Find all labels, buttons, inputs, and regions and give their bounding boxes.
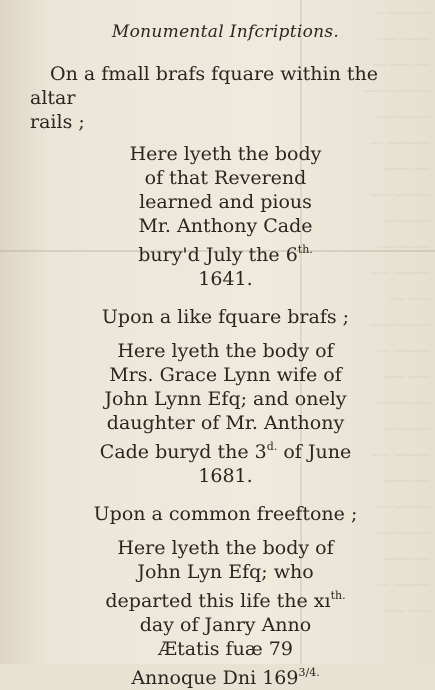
intro-line: rails ; [30,111,85,133]
epitaph-line: Ætatis fuæ 79 [158,638,293,660]
running-head: Monumental Infcriptions. [111,22,340,42]
epitaph-date-line [30,238,421,267]
epitaph-line: John Lynn Efq; and onely [104,388,347,410]
epitaph-year: 1641. [198,268,253,290]
departed-text: departed this life the x [105,590,325,612]
date-superscript: d. [266,440,278,453]
departed-superscript: th. [330,589,346,602]
epitaph-line: Mr. Anthony Cade [138,215,313,237]
epitaph-line: learned and pious [139,191,312,213]
epitaph-year: 1681. [198,465,253,487]
departed-numeral: ı [324,590,331,612]
epitaph-line: John Lyn Efq; who [137,561,314,583]
date-superscript: th. [297,243,313,256]
epitaph-date-line [30,435,421,464]
epitaph-cade [30,142,421,291]
epitaph-line: day of Janry Anno [139,614,312,636]
epitaph-lyn [30,536,421,690]
epitaph-final-line [30,661,421,690]
intro-line: Upon a like fquare brafs ; [101,306,350,328]
epitaph-lynn [30,339,421,488]
date-text-suffix: of June [277,441,352,463]
intro-line: On a fmall brafs fquare within the altar [30,63,378,109]
bleed-through-text: ~ ~~~~~~ ~~~ ~~~~ ~~ ~~~ ~~ ~~~~ ~~~~~ ~~~ ~~~~ ~~ ~~~~~~ ~~~~ ~~ ~~~ ~~~~~ ~~ ~~~~ ~~~~~ ~~ ~~~ ~~~~~ ~~ ~~~ ~~~~ ~~~~ ~~ ~~~~~ ~~~ ~~~ ~~~~~ ~~ ~~ ~~~~ ~~~ ~~~~~ ~~~~ ~~ ~~ ~~~~~ ~~~ ~~~~ ~~~~ ~~ ~~ ~~~~~ ~~~ ~~~ [362,5,429,618]
epitaph-line: Here lyeth the body [129,143,322,165]
date-text: bury'd July the 6 [138,244,298,266]
epitaph-line: daughter of Mr. Anthony [106,412,345,434]
epitaph-line: of that Reverend [144,167,307,189]
epitaph-line: Here lyeth the body of [117,340,334,362]
final-superscript: 3/4. [298,666,320,679]
final-text: Annoque Dni 169 [131,667,299,689]
epitaph-line: Here lyeth the body of [117,537,334,559]
date-text: Cade buryd the 3 [99,441,267,463]
epitaph-departed-line [30,584,421,613]
intro-line: Upon a common freeftone ; [93,503,358,525]
epitaph-line: Mrs. Grace Lynn wife of [109,364,342,386]
